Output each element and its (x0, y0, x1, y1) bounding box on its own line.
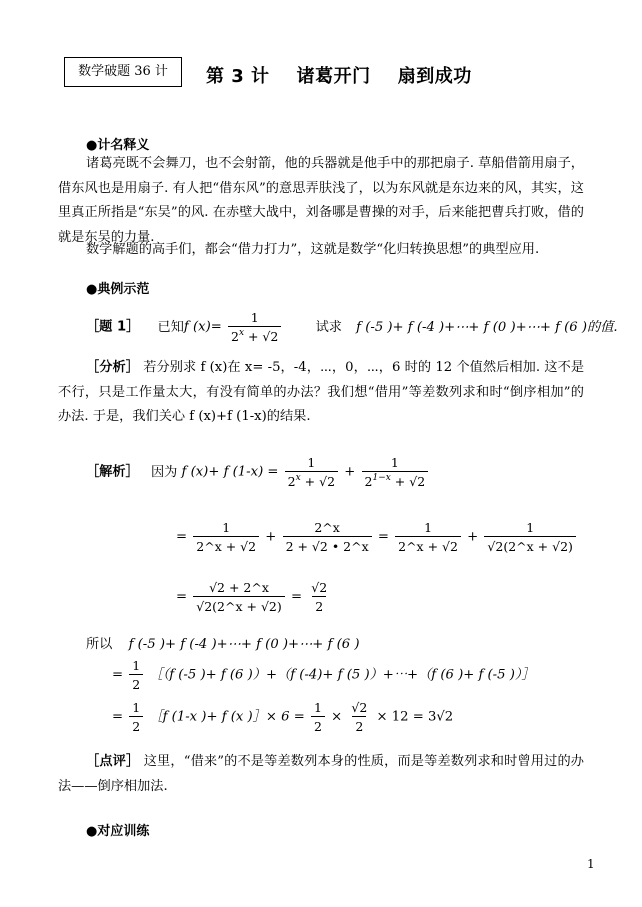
solution-line-6: = $\frac{1}{2}$ ［f (1-x )+ f (x )］× 6 = $\frac{1}{2}$ × $\frac{√2}{2}$ × 12 = 3√2 (112, 700, 454, 734)
problem-given: 已知 (157, 319, 184, 335)
meaning-paragraph-1: 诸葛亮既不会舞刀，也不会射箭，他的兵器就是他手中的那把扇子. 草船借箭用扇子，借东风也是用扇子. 有人把“借东风”的意思弄肤浅了，以为东风就是东边来的风，其实，这里真正所指是“东吴”的风. 在赤壁大战中，刘备哪是曹操的对手，后来能把曹兵打败，借的就是东吴的力量. (58, 156, 584, 245)
solution-because: 因为 (150, 464, 178, 480)
problem-1 (86, 310, 618, 344)
solution-line-3: = $\frac{√2 + 2\^{}x}{√2(2\^{}x + √2)}$ = $\frac{√2}{2}$ (176, 580, 328, 614)
problem-fx: f (x)= (183, 319, 222, 335)
comment-label: ［点评］ (86, 754, 140, 769)
solution-lhs: f (x)+ f (1-x) = (181, 464, 279, 480)
solution-line-1: ［解析］ 因为 f (x)+ f (1-x) = $\frac{1}{2^x + √2}$ + $\frac{1}{2^{1-x} + √2}$ (86, 455, 430, 489)
series-label: 数学破题 36 计 (78, 64, 168, 79)
solution-label: ［解析］ (86, 464, 139, 480)
problem-expression: f (-5 )+ f (-4 )+⋯+ f (0 )+⋯+ f (6 )的值. (356, 319, 618, 335)
chapter-title: 第 3 计 诸葛开门 扇到成功 (206, 66, 472, 87)
solution-so: 所以 (86, 637, 113, 652)
section-heading-training: ●对应训练 (86, 824, 150, 839)
solution-term-2: $\frac{1}{2^{1-x} + √2}$ (362, 455, 429, 489)
problem-fraction (228, 310, 281, 344)
comment-paragraph (58, 750, 584, 799)
comment-text: 这里，“借来”的不是等差数列本身的性质，而是等差数列求和时曾用过的办法——倒序相加法. (58, 754, 584, 794)
problem-label: ［题 1］ (86, 319, 140, 335)
solution-sum: f (-5 )+ f (-4 )+⋯+ f (0 )+⋯+ f (6 ) (128, 637, 360, 652)
page-number: 1 (587, 857, 595, 871)
solution-line-5: = $\frac{1}{2}$ ［（f (-5 )+ f (6 )）+（f (-4)+ f (5 )）+⋯+（f (6 )+ f (-5 )）］ (112, 658, 535, 692)
solution-line-4 (86, 633, 359, 652)
analysis-text: 若分别求 f (x)在 x= -5，-4，⋯，0，⋯，6 时的 12 个值然后相加. 这不是不行，只是工作量太大，有没有简单的办法？我们想“借用”等差数列求和时“倒序相加”的办法. 于是，我们关心 f (x)+f (1-x)的结果. (58, 360, 585, 424)
solution-line-2: = $\frac{1}{2\^{}x + √2}$ + $\frac{2\^{}x}{2 + √2 • 2\^{}x}$ = $\frac{1}{2\^{}x + √2}$ + $\frac{1}{√2(2\^{}x + √2)}$ (176, 520, 578, 554)
problem-frac-den: $2^x + √2$ (228, 326, 281, 344)
solution-term-1: $\frac{1}{2^x + √2}$ (285, 455, 338, 489)
analysis-label: ［分析］ (86, 360, 139, 375)
section-heading-examples: ●典例示范 (86, 282, 150, 297)
series-label-box (64, 57, 182, 87)
section-heading-name-meaning: ●计名释义 (86, 138, 150, 153)
problem-frac-num: 1 (250, 310, 259, 325)
analysis-paragraph (58, 356, 584, 430)
problem-ask: 试求 (315, 319, 342, 335)
meaning-paragraph-2: 数学解题的高手们，都会“借力打力”，这就是数学“化归转换思想”的典型应用. (86, 242, 540, 257)
